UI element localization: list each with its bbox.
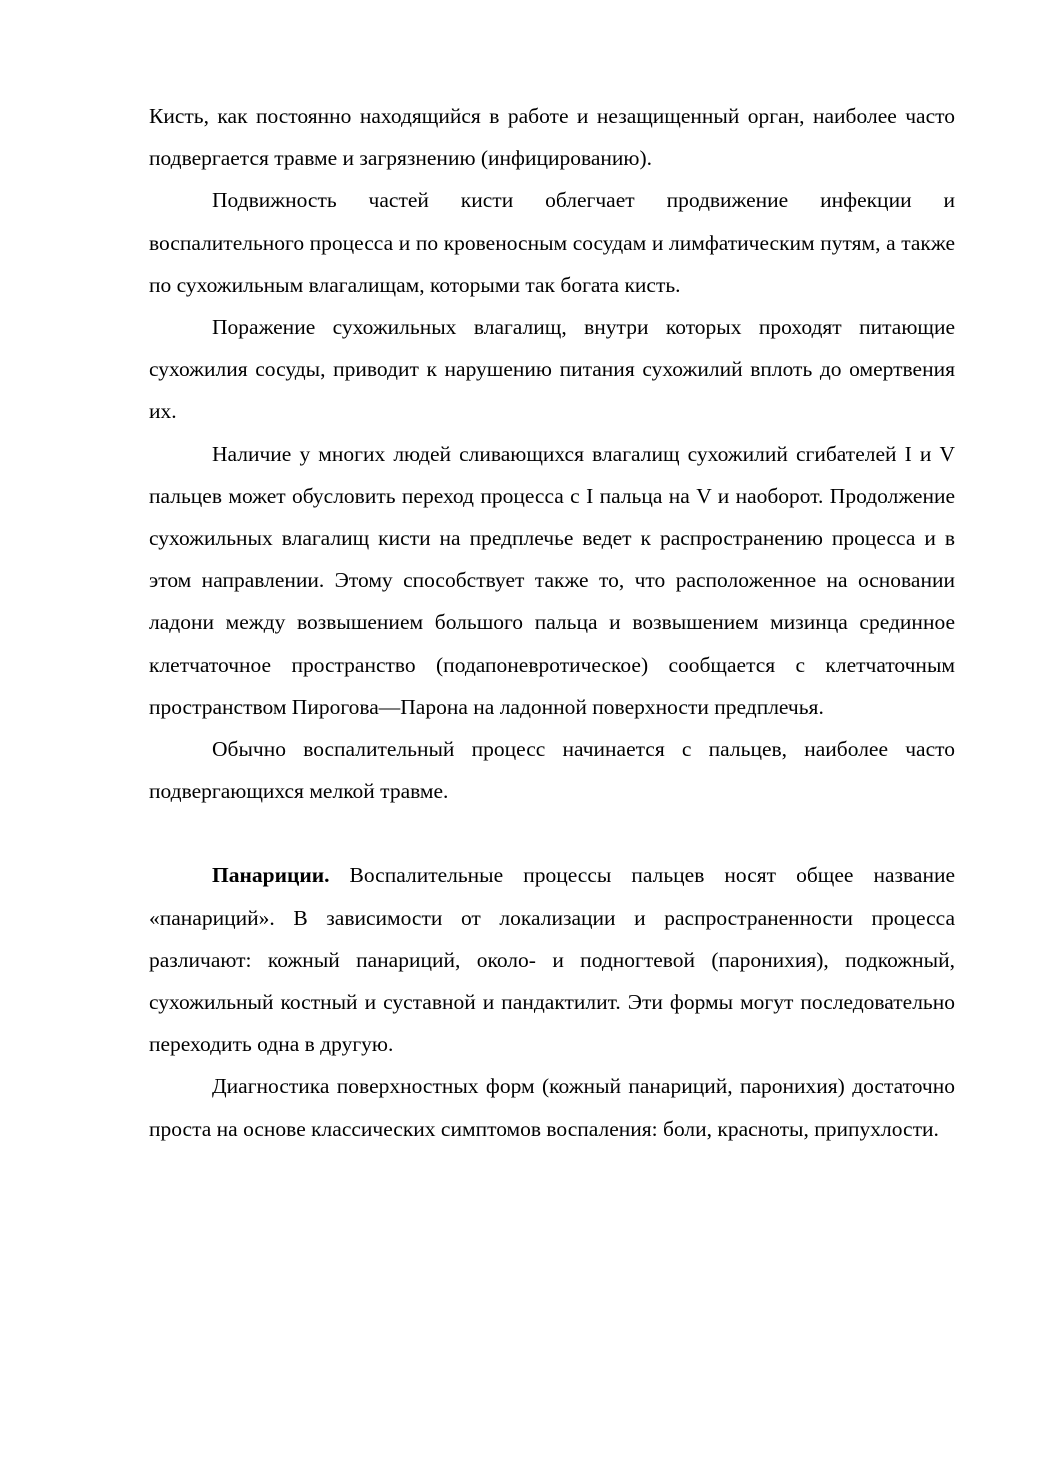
paragraph-hand-mobility: Подвижность частей кисти облегчает продвижение инфекции и воспалительного процесса и по кровеносным сосудам и лимфатическим путям, а также по сухожильным влагалищам, которыми так богата кисть. — [149, 188, 955, 297]
document-body — [149, 95, 955, 1150]
paragraph-infection-spread: Наличие у многих людей сливающихся влагалищ сухожилий сгибателей I и V пальцев может обусловить переход процесса с I пальца на V и наоборот. Продолжение сухожильных влагалищ кисти на предплечье ведет к распространению процесса и в этом направлении. Этому способствует также то, что расположенное на основании ладони между возвышением большого пальца и возвышением мизинца срединное клетчаточное пространство (подапоневротическое) сообщается с клетчаточным пространством Пирогова—Парона на ладонной поверхности предплечья. — [149, 441, 955, 719]
section-gap — [149, 812, 955, 854]
paragraph-tendon-sheaths: Поражение сухожильных влагалищ, внутри которых проходят питающие сухожилия сосуды, приводит к нарушению питания сухожилий вплоть до омертвения их. — [149, 315, 955, 424]
paragraph-hand-overview: Кисть, как постоянно находящийся в работе и незащищенный орган, наиболее часто подвергается травме и загрязнению (инфицированию). — [149, 104, 955, 171]
paragraph-panaritium — [149, 854, 955, 1065]
section-heading: Панариции. — [212, 863, 330, 888]
paragraph-inflammation-onset: Обычно воспалительный процесс начинается с пальцев, наиболее часто подвергающихся мелкой травме. — [149, 737, 955, 804]
paragraph-diagnostics: Диагностика поверхностных форм (кожный панариций, паронихия) достаточно проста на основе классических симптомов воспаления: боли, красноты, припухлости. — [149, 1074, 955, 1141]
section-lead-text: Воспалительные процессы пальцев носят общее название «панариций». В зависимости от локализации и распространенности процесса различают: кожный панариций, около- и подногтевой (паронихия), подкожный, сухожильный костный и суставной и пандактилит. Эти формы могут последовательно переходить одна в другую. — [149, 863, 955, 1057]
